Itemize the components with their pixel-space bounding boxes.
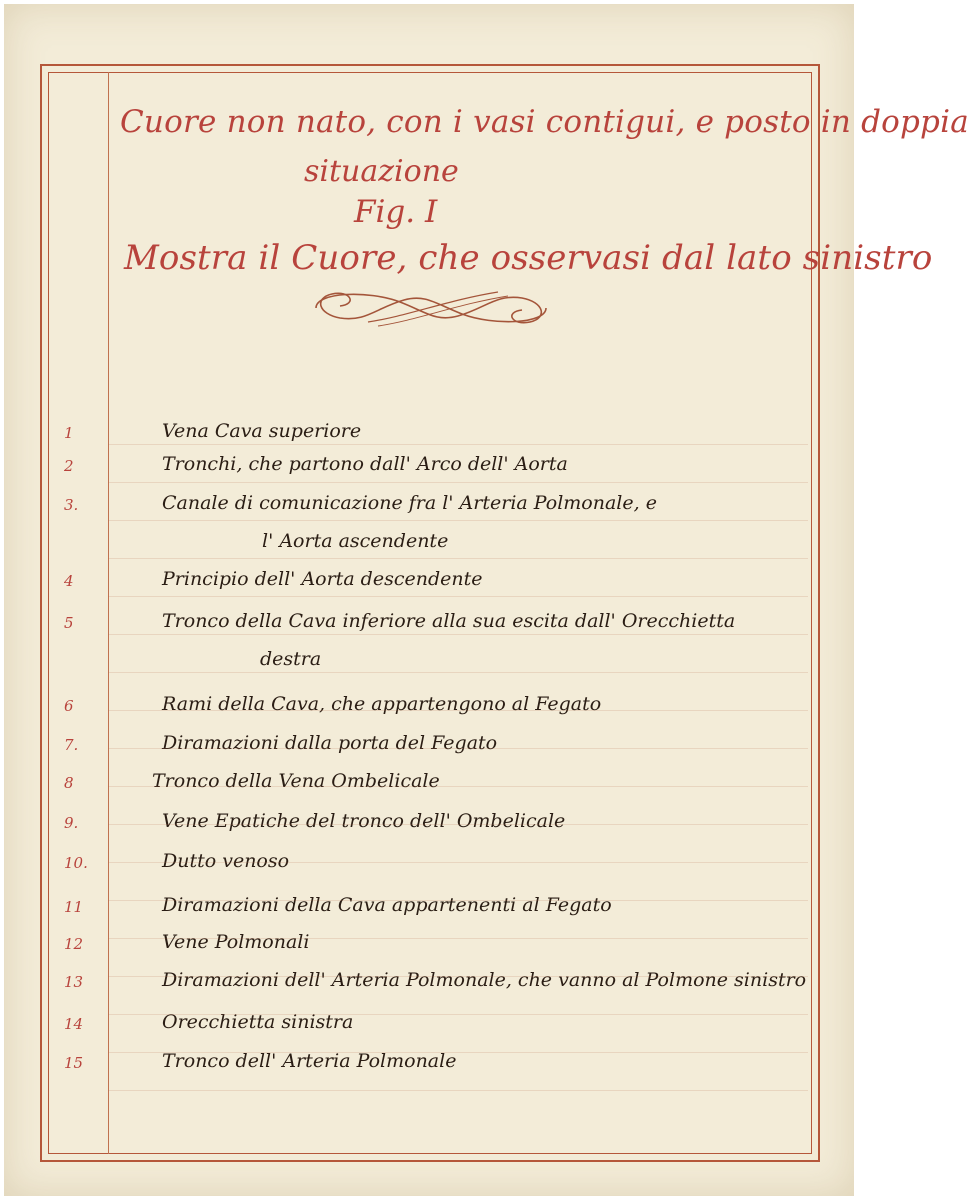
entry-text: Orecchietta sinistra	[162, 1011, 354, 1033]
entry-number: 15	[64, 1054, 84, 1072]
ruled-line	[108, 558, 808, 559]
figure-label: Fig. I	[354, 194, 438, 230]
ruled-line	[108, 786, 808, 787]
ruled-line	[108, 938, 808, 939]
entry-number: 11	[64, 898, 84, 916]
entry-text: Diramazioni dell' Arteria Polmonale, che vanno al Polmone sinistro	[162, 969, 807, 991]
entry-text: Tronco della Cava inferiore alla sua escita dall' Orecchietta	[162, 610, 736, 632]
entry-number: 12	[64, 935, 84, 953]
ruled-line	[108, 900, 808, 901]
entry-number: 9.	[64, 814, 79, 832]
entry-number: 1	[64, 424, 74, 442]
entry-text: Diramazioni della Cava appartenenti al Fegato	[162, 894, 612, 916]
manuscript-page	[4, 4, 969, 1196]
ruled-line	[108, 748, 808, 749]
margin-rule	[108, 72, 109, 1154]
entry-text: Tronco dell' Arteria Polmonale	[162, 1050, 457, 1072]
entry-number: 10.	[64, 854, 88, 872]
entry-number: 8	[64, 774, 74, 792]
entry-number: 13	[64, 973, 84, 991]
entry-text: Rami della Cava, che appartengono al Fegato	[162, 693, 602, 715]
entry-continuation: l' Aorta ascendente	[262, 530, 449, 552]
ruled-line	[108, 1052, 808, 1053]
entry-text: Tronchi, che partono dall' Arco dell' Aorta	[162, 453, 568, 475]
entry-number: 3.	[64, 496, 79, 514]
entry-text: Vena Cava superiore	[162, 420, 362, 442]
entry-text: Diramazioni dalla porta del Fegato	[162, 732, 498, 754]
entry-text: Vene Epatiche del tronco dell' Ombelicale	[162, 810, 566, 832]
entry-text: Canale di comunicazione fra l' Arteria Polmonale, e	[162, 492, 657, 514]
ruled-line	[108, 976, 808, 977]
ruled-line	[108, 710, 808, 711]
title-line-4: Mostra il Cuore, che osservasi dal lato sinistro	[124, 238, 933, 278]
ruled-line	[108, 482, 808, 483]
entry-number: 2	[64, 457, 74, 475]
calligraphic-flourish-icon	[308, 286, 554, 330]
ruled-line	[108, 520, 808, 521]
entry-number: 7.	[64, 736, 79, 754]
entry-number: 6	[64, 697, 74, 715]
ruled-line	[108, 444, 808, 445]
entry-continuation: destra	[260, 648, 322, 670]
entry-text: Tronco della Vena Ombelicale	[152, 770, 440, 792]
ruled-line	[108, 824, 808, 825]
entry-text: Dutto venoso	[162, 850, 290, 872]
ruled-line	[108, 672, 808, 673]
entry-text: Principio dell' Aorta descendente	[162, 568, 483, 590]
ruled-line	[108, 1090, 808, 1091]
title-line-1: Cuore non nato, con i vasi contigui, e posto in doppia	[120, 104, 969, 140]
ruled-line	[108, 862, 808, 863]
ruled-line	[108, 1014, 808, 1015]
entry-number: 4	[64, 572, 74, 590]
entry-text: Vene Polmonali	[162, 931, 310, 953]
title-line-2: situazione	[304, 154, 459, 189]
ruled-line	[108, 596, 808, 597]
ruled-line	[108, 634, 808, 635]
entry-number: 5	[64, 614, 74, 632]
entry-number: 14	[64, 1015, 84, 1033]
